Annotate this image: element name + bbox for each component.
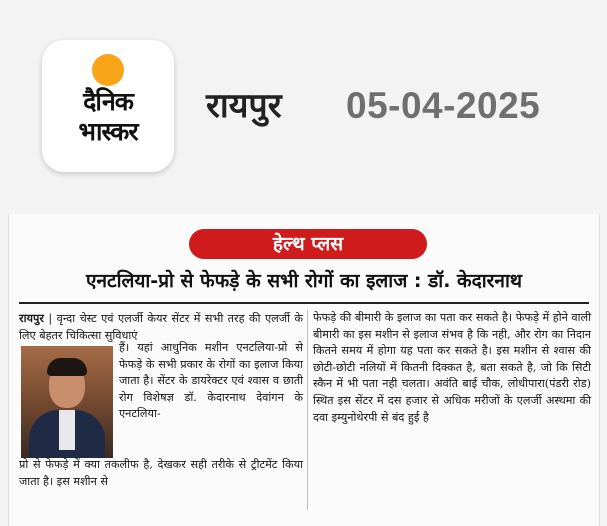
article-body-below-photo: प्रो से फेफड़े में क्या तकलीफ है, देखकर सही तरीके से ट्रीटमेंट किया जाता है। इस मशीन से — [19, 458, 303, 488]
edition-date: 05-04-2025 — [346, 85, 541, 126]
newspaper-clipping — [8, 214, 600, 526]
dainik-bhaskar-logo — [42, 40, 174, 172]
sun-icon — [92, 54, 124, 86]
header — [0, 0, 607, 212]
city-name: रायपुर — [206, 86, 282, 126]
photo-hair — [47, 358, 87, 376]
doctor-photo — [21, 346, 113, 458]
section-badge: हेल्थ प्लस — [189, 229, 427, 259]
article-headline: एनटलिया-प्रो से फेफड़े के सभी रोगों का इलाज : डॉ. केदारनाथ — [85, 270, 523, 292]
article-body-column-2: फेफड़े की बीमारी के इलाज का पता कर सकते है। फेफड़े में होने वाली बीमारी का इस मशीन से इलाज संभव है कि नही, और रोग का निदान कितने समय में होगा यह पता कर सकते है। इस मशीन से श्वास की छोटी-छोटी नलियों में कितनी दिक्कत है, बता सकते है, जो कि सिटी स्कैन में भी पता नही चलता। अवंति बाई चौक, लोधीपारा(पंडरी रोड) स्थित इस सेंटर में दस हजार से अधिक मरीजों के एलर्जी अस्थमा की दवा इम्युनोथेरपी से बंद हुई है — [313, 311, 591, 424]
logo-text-line2: भास्कर — [78, 117, 138, 146]
headline-rule — [19, 302, 589, 304]
article-intro: रायपुर | वृन्दा चेस्ट एवं एलर्जी केयर सेंटर में सभी तरह की एलर्जी के लिए बेहतर चिकित्सा सुविधाएं — [19, 311, 303, 342]
article-body-beside-photo: हैं। यहां आधुनिक मशीन एनटलिया-प्रो से फेफड़े के सभी प्रकार के रोगों का इलाज किया जाता है। सेंटर के डायरेक्टर एवं श्वास व छाती रोग विशेषज्ञ डॉ. केदारनाथ देवांगन के एनटलिया- — [119, 341, 303, 421]
intro-text: वृन्दा चेस्ट एवं एलर्जी केयर सेंटर में सभी तरह की एलर्जी के लिए बेहतर चिकित्सा सुविधाएं — [19, 312, 303, 342]
photo-shirt — [59, 410, 75, 450]
column-divider — [307, 310, 308, 510]
logo-text-line1: दैनिक — [83, 87, 133, 116]
dateline: रायपुर — [19, 311, 44, 325]
